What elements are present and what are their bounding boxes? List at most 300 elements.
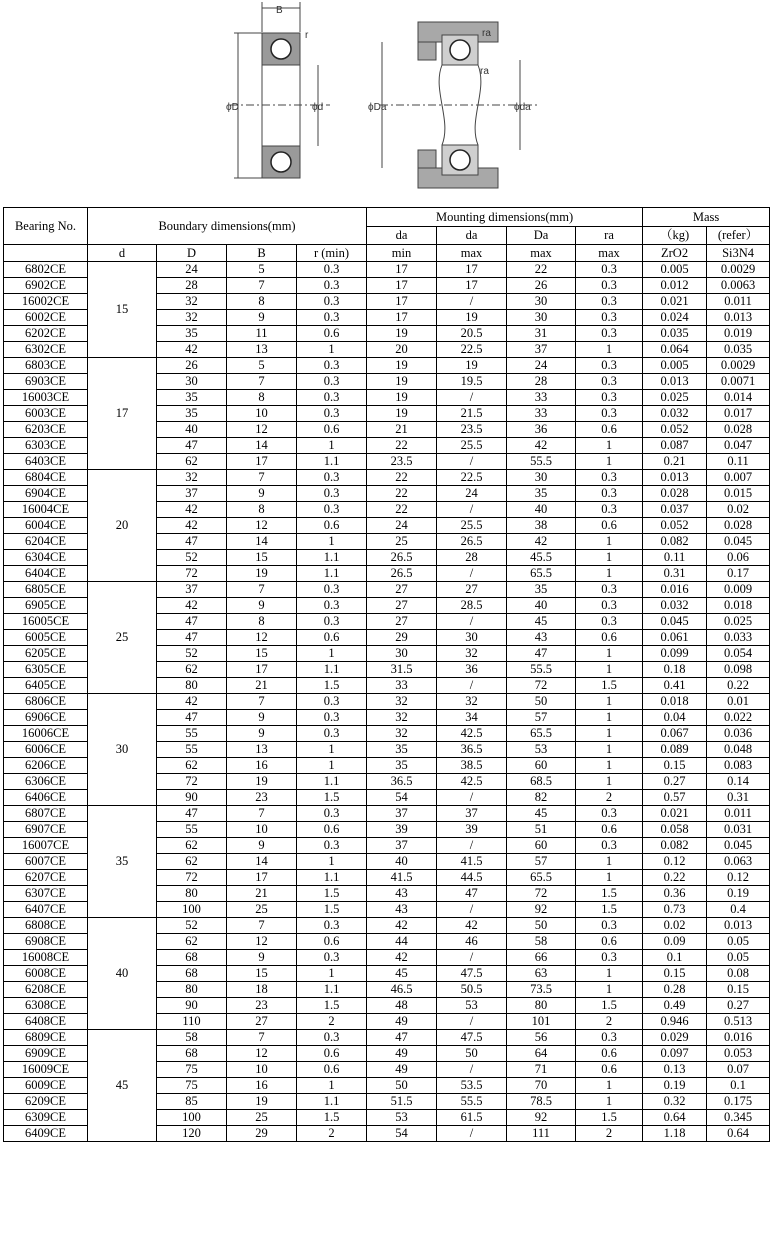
da-max-cell: 17 — [437, 262, 507, 278]
da-max-cell: 42.5 — [437, 774, 507, 790]
bearing-no-cell: 16008CE — [4, 950, 88, 966]
header-col-r: r (min) — [297, 245, 367, 262]
mass-si3n4-cell: 0.0071 — [707, 374, 770, 390]
width-B-cell: 12 — [227, 630, 297, 646]
width-B-cell: 18 — [227, 982, 297, 998]
header-col-D: D — [157, 245, 227, 262]
da-min-cell: 35 — [367, 742, 437, 758]
mass-zro2-cell: 0.28 — [643, 982, 707, 998]
bearing-no-cell: 6206CE — [4, 758, 88, 774]
outer-D-cell: 30 — [157, 374, 227, 390]
header-col-d: d — [88, 245, 157, 262]
Da-max-cell: 55.5 — [507, 662, 576, 678]
r-min-cell: 0.3 — [297, 838, 367, 854]
table-row — [4, 1030, 770, 1046]
ra-max-cell: 0.3 — [576, 486, 643, 502]
label-d: ϕd — [312, 102, 324, 113]
Da-max-cell: 66 — [507, 950, 576, 966]
r-min-cell: 1.1 — [297, 982, 367, 998]
mass-zro2-cell: 0.052 — [643, 422, 707, 438]
da-min-cell: 49 — [367, 1062, 437, 1078]
r-min-cell: 1 — [297, 646, 367, 662]
mass-si3n4-cell: 0.045 — [707, 838, 770, 854]
width-B-cell: 7 — [227, 918, 297, 934]
mass-si3n4-cell: 0.12 — [707, 870, 770, 886]
r-min-cell: 0.3 — [297, 278, 367, 294]
da-min-cell: 49 — [367, 1014, 437, 1030]
r-min-cell: 1.5 — [297, 998, 367, 1014]
Da-max-cell: 70 — [507, 1078, 576, 1094]
ra-max-cell: 0.6 — [576, 934, 643, 950]
outer-D-cell: 47 — [157, 806, 227, 822]
r-min-cell: 0.3 — [297, 1030, 367, 1046]
mass-zro2-cell: 0.089 — [643, 742, 707, 758]
mass-zro2-cell: 0.946 — [643, 1014, 707, 1030]
da-max-cell: 25.5 — [437, 438, 507, 454]
mass-zro2-cell: 0.021 — [643, 806, 707, 822]
r-min-cell: 1 — [297, 534, 367, 550]
r-min-cell: 0.3 — [297, 950, 367, 966]
mass-zro2-cell: 0.013 — [643, 470, 707, 486]
width-B-cell: 19 — [227, 1094, 297, 1110]
mass-si3n4-cell: 0.64 — [707, 1126, 770, 1142]
r-min-cell: 0.6 — [297, 326, 367, 342]
width-B-cell: 19 — [227, 774, 297, 790]
mass-si3n4-cell: 0.22 — [707, 678, 770, 694]
da-min-cell: 43 — [367, 886, 437, 902]
da-min-cell: 41.5 — [367, 870, 437, 886]
mass-zro2-cell: 0.13 — [643, 1062, 707, 1078]
width-B-cell: 12 — [227, 1046, 297, 1062]
da-max-cell: / — [437, 390, 507, 406]
outer-D-cell: 62 — [157, 934, 227, 950]
bearing-no-cell: 6204CE — [4, 534, 88, 550]
da-max-cell: 42.5 — [437, 726, 507, 742]
mass-si3n4-cell: 0.11 — [707, 454, 770, 470]
outer-D-cell: 37 — [157, 582, 227, 598]
outer-D-cell: 52 — [157, 550, 227, 566]
mass-zro2-cell: 0.49 — [643, 998, 707, 1014]
table-row — [4, 918, 770, 934]
da-min-cell: 40 — [367, 854, 437, 870]
Da-max-cell: 45 — [507, 614, 576, 630]
ra-max-cell: 0.3 — [576, 278, 643, 294]
da-max-cell: / — [437, 902, 507, 918]
width-B-cell: 25 — [227, 902, 297, 918]
Da-max-cell: 50 — [507, 694, 576, 710]
ra-max-cell: 0.6 — [576, 822, 643, 838]
bearing-no-cell: 6003CE — [4, 406, 88, 422]
bore-d-cell: 15 — [88, 262, 157, 358]
da-max-cell: / — [437, 294, 507, 310]
r-min-cell: 1.1 — [297, 774, 367, 790]
outer-D-cell: 90 — [157, 790, 227, 806]
outer-D-cell: 62 — [157, 854, 227, 870]
bore-d-cell: 45 — [88, 1030, 157, 1142]
Da-max-cell: 47 — [507, 646, 576, 662]
da-max-cell: / — [437, 1126, 507, 1142]
width-B-cell: 8 — [227, 502, 297, 518]
r-min-cell: 0.3 — [297, 374, 367, 390]
outer-D-cell: 120 — [157, 1126, 227, 1142]
outer-D-cell: 37 — [157, 486, 227, 502]
Da-max-cell: 24 — [507, 358, 576, 374]
da-max-cell: 25.5 — [437, 518, 507, 534]
mass-zro2-cell: 0.037 — [643, 502, 707, 518]
header-bearing-no: Bearing No. — [4, 208, 88, 245]
width-B-cell: 9 — [227, 486, 297, 502]
ra-max-cell: 0.3 — [576, 374, 643, 390]
width-B-cell: 9 — [227, 726, 297, 742]
outer-D-cell: 68 — [157, 950, 227, 966]
Da-max-cell: 58 — [507, 934, 576, 950]
ra-max-cell: 1 — [576, 710, 643, 726]
bore-d-cell: 25 — [88, 582, 157, 694]
ra-max-cell: 0.3 — [576, 582, 643, 598]
r-min-cell: 0.3 — [297, 710, 367, 726]
da-min-cell: 27 — [367, 582, 437, 598]
mass-zro2-cell: 0.15 — [643, 758, 707, 774]
width-B-cell: 5 — [227, 358, 297, 374]
ra-max-cell: 0.3 — [576, 502, 643, 518]
header-col-min: min — [367, 245, 437, 262]
da-min-cell: 49 — [367, 1046, 437, 1062]
width-B-cell: 23 — [227, 790, 297, 806]
da-min-cell: 26.5 — [367, 550, 437, 566]
header-col-max-2: max — [507, 245, 576, 262]
da-min-cell: 35 — [367, 758, 437, 774]
mass-zro2-cell: 0.005 — [643, 262, 707, 278]
da-max-cell: 36 — [437, 662, 507, 678]
da-max-cell: 27 — [437, 582, 507, 598]
mass-si3n4-cell: 0.05 — [707, 934, 770, 950]
bearing-no-cell: 6005CE — [4, 630, 88, 646]
bearing-no-cell: 6309CE — [4, 1110, 88, 1126]
mass-si3n4-cell: 0.036 — [707, 726, 770, 742]
outer-D-cell: 52 — [157, 918, 227, 934]
outer-D-cell: 32 — [157, 470, 227, 486]
mass-si3n4-cell: 0.028 — [707, 422, 770, 438]
r-min-cell: 0.3 — [297, 918, 367, 934]
Da-max-cell: 42 — [507, 438, 576, 454]
ra-max-cell: 1 — [576, 566, 643, 582]
Da-max-cell: 36 — [507, 422, 576, 438]
mass-si3n4-cell: 0.019 — [707, 326, 770, 342]
da-min-cell: 46.5 — [367, 982, 437, 998]
outer-D-cell: 68 — [157, 966, 227, 982]
Da-max-cell: 51 — [507, 822, 576, 838]
outer-D-cell: 55 — [157, 726, 227, 742]
r-min-cell: 0.3 — [297, 502, 367, 518]
outer-D-cell: 62 — [157, 662, 227, 678]
ra-max-cell: 0.3 — [576, 918, 643, 934]
da-max-cell: 34 — [437, 710, 507, 726]
da-max-cell: 47.5 — [437, 966, 507, 982]
width-B-cell: 12 — [227, 934, 297, 950]
width-B-cell: 9 — [227, 310, 297, 326]
mass-si3n4-cell: 0.19 — [707, 886, 770, 902]
bearing-no-cell: 16004CE — [4, 502, 88, 518]
ra-max-cell: 1 — [576, 966, 643, 982]
da-max-cell: 39 — [437, 822, 507, 838]
Da-max-cell: 60 — [507, 758, 576, 774]
outer-D-cell: 58 — [157, 1030, 227, 1046]
ra-max-cell: 0.3 — [576, 294, 643, 310]
bearing-no-cell: 6902CE — [4, 278, 88, 294]
outer-D-cell: 100 — [157, 902, 227, 918]
r-min-cell: 0.3 — [297, 406, 367, 422]
mass-si3n4-cell: 0.175 — [707, 1094, 770, 1110]
header-ra: ra — [576, 227, 643, 245]
mass-zro2-cell: 0.36 — [643, 886, 707, 902]
bearing-no-cell: 16005CE — [4, 614, 88, 630]
Da-max-cell: 30 — [507, 310, 576, 326]
ra-max-cell: 1.5 — [576, 998, 643, 1014]
outer-D-cell: 52 — [157, 646, 227, 662]
da-max-cell: 50.5 — [437, 982, 507, 998]
Da-max-cell: 57 — [507, 710, 576, 726]
bearing-no-cell: 16003CE — [4, 390, 88, 406]
outer-D-cell: 62 — [157, 838, 227, 854]
width-B-cell: 17 — [227, 870, 297, 886]
da-max-cell: 53.5 — [437, 1078, 507, 1094]
header-col-zro2: ZrO2 — [643, 245, 707, 262]
bearing-no-cell: 6907CE — [4, 822, 88, 838]
mass-zro2-cell: 0.025 — [643, 390, 707, 406]
ra-max-cell: 1 — [576, 342, 643, 358]
ra-max-cell: 0.3 — [576, 390, 643, 406]
bore-d-cell: 17 — [88, 358, 157, 470]
width-B-cell: 17 — [227, 662, 297, 678]
mass-zro2-cell: 0.087 — [643, 438, 707, 454]
width-B-cell: 7 — [227, 1030, 297, 1046]
Da-max-cell: 40 — [507, 598, 576, 614]
r-min-cell: 1.1 — [297, 870, 367, 886]
header-mass-refer: (refer） — [707, 227, 770, 245]
bearing-no-cell: 6207CE — [4, 870, 88, 886]
Da-max-cell: 57 — [507, 854, 576, 870]
ra-max-cell: 0.3 — [576, 806, 643, 822]
ra-max-cell: 2 — [576, 1126, 643, 1142]
label-r: r — [305, 30, 309, 41]
da-max-cell: 19.5 — [437, 374, 507, 390]
da-max-cell: 61.5 — [437, 1110, 507, 1126]
mass-zro2-cell: 0.22 — [643, 870, 707, 886]
r-min-cell: 0.6 — [297, 934, 367, 950]
bearing-no-cell: 6904CE — [4, 486, 88, 502]
width-B-cell: 5 — [227, 262, 297, 278]
da-max-cell: / — [437, 566, 507, 582]
mass-zro2-cell: 0.57 — [643, 790, 707, 806]
da-max-cell: 32 — [437, 694, 507, 710]
bearing-no-cell: 6408CE — [4, 1014, 88, 1030]
Da-max-cell: 33 — [507, 390, 576, 406]
da-min-cell: 33 — [367, 678, 437, 694]
ra-max-cell: 0.3 — [576, 262, 643, 278]
table-body — [4, 262, 770, 1142]
da-min-cell: 29 — [367, 630, 437, 646]
da-min-cell: 39 — [367, 822, 437, 838]
da-min-cell: 19 — [367, 374, 437, 390]
da-min-cell: 17 — [367, 278, 437, 294]
width-B-cell: 16 — [227, 758, 297, 774]
outer-D-cell: 80 — [157, 678, 227, 694]
mass-si3n4-cell: 0.06 — [707, 550, 770, 566]
da-max-cell: 30 — [437, 630, 507, 646]
r-min-cell: 0.3 — [297, 726, 367, 742]
mass-si3n4-cell: 0.017 — [707, 406, 770, 422]
mass-zro2-cell: 0.045 — [643, 614, 707, 630]
mass-si3n4-cell: 0.016 — [707, 1030, 770, 1046]
bearing-no-cell: 6303CE — [4, 438, 88, 454]
ra-max-cell: 1 — [576, 454, 643, 470]
outer-D-cell: 47 — [157, 438, 227, 454]
Da-max-cell: 72 — [507, 678, 576, 694]
da-min-cell: 42 — [367, 918, 437, 934]
r-min-cell: 0.6 — [297, 1046, 367, 1062]
header-Da: Da — [507, 227, 576, 245]
Da-max-cell: 64 — [507, 1046, 576, 1062]
da-max-cell: / — [437, 502, 507, 518]
outer-D-cell: 47 — [157, 534, 227, 550]
ra-max-cell: 1 — [576, 726, 643, 742]
da-min-cell: 53 — [367, 1110, 437, 1126]
mass-si3n4-cell: 0.345 — [707, 1110, 770, 1126]
ra-max-cell: 2 — [576, 790, 643, 806]
da-max-cell: 19 — [437, 358, 507, 374]
mass-si3n4-cell: 0.054 — [707, 646, 770, 662]
mass-zro2-cell: 0.11 — [643, 550, 707, 566]
bearing-no-cell: 6404CE — [4, 566, 88, 582]
mass-zro2-cell: 0.012 — [643, 278, 707, 294]
da-min-cell: 31.5 — [367, 662, 437, 678]
da-min-cell: 32 — [367, 710, 437, 726]
mass-zro2-cell: 0.018 — [643, 694, 707, 710]
mass-si3n4-cell: 0.063 — [707, 854, 770, 870]
da-min-cell: 17 — [367, 262, 437, 278]
da-max-cell: 26.5 — [437, 534, 507, 550]
mass-si3n4-cell: 0.047 — [707, 438, 770, 454]
Da-max-cell: 37 — [507, 342, 576, 358]
mass-si3n4-cell: 0.013 — [707, 918, 770, 934]
outer-D-cell: 42 — [157, 502, 227, 518]
r-min-cell: 2 — [297, 1014, 367, 1030]
width-B-cell: 7 — [227, 806, 297, 822]
Da-max-cell: 31 — [507, 326, 576, 342]
width-B-cell: 27 — [227, 1014, 297, 1030]
bearing-no-cell: 6008CE — [4, 966, 88, 982]
width-B-cell: 8 — [227, 390, 297, 406]
da-max-cell: 23.5 — [437, 422, 507, 438]
r-min-cell: 0.3 — [297, 694, 367, 710]
outer-D-cell: 42 — [157, 518, 227, 534]
r-min-cell: 0.3 — [297, 262, 367, 278]
da-max-cell: 42 — [437, 918, 507, 934]
bearing-spec-table — [3, 207, 770, 1142]
mass-si3n4-cell: 0.07 — [707, 1062, 770, 1078]
width-B-cell: 7 — [227, 278, 297, 294]
Da-max-cell: 50 — [507, 918, 576, 934]
da-min-cell: 32 — [367, 726, 437, 742]
mass-zro2-cell: 0.1 — [643, 950, 707, 966]
ra-max-cell: 0.3 — [576, 310, 643, 326]
mass-zro2-cell: 0.024 — [643, 310, 707, 326]
Da-max-cell: 56 — [507, 1030, 576, 1046]
da-max-cell: 28.5 — [437, 598, 507, 614]
outer-D-cell: 68 — [157, 1046, 227, 1062]
outer-D-cell: 75 — [157, 1078, 227, 1094]
header-col-si3n4: Si3N4 — [707, 245, 770, 262]
bore-d-cell: 40 — [88, 918, 157, 1030]
mass-si3n4-cell: 0.05 — [707, 950, 770, 966]
ra-max-cell: 0.3 — [576, 950, 643, 966]
da-max-cell: 32 — [437, 646, 507, 662]
header-mounting: Mounting dimensions(mm) — [367, 208, 643, 227]
r-min-cell: 0.3 — [297, 310, 367, 326]
Da-max-cell: 33 — [507, 406, 576, 422]
bearing-no-cell: 6804CE — [4, 470, 88, 486]
width-B-cell: 29 — [227, 1126, 297, 1142]
mass-si3n4-cell: 0.0063 — [707, 278, 770, 294]
mass-zro2-cell: 0.27 — [643, 774, 707, 790]
r-min-cell: 0.3 — [297, 294, 367, 310]
da-max-cell: / — [437, 678, 507, 694]
mass-si3n4-cell: 0.14 — [707, 774, 770, 790]
r-min-cell: 2 — [297, 1126, 367, 1142]
da-min-cell: 22 — [367, 470, 437, 486]
bearing-no-cell: 6407CE — [4, 902, 88, 918]
outer-D-cell: 47 — [157, 614, 227, 630]
table-row — [4, 694, 770, 710]
ra-max-cell: 1 — [576, 854, 643, 870]
mass-si3n4-cell: 0.15 — [707, 982, 770, 998]
outer-D-cell: 24 — [157, 262, 227, 278]
bearing-no-cell: 6202CE — [4, 326, 88, 342]
mass-si3n4-cell: 0.27 — [707, 998, 770, 1014]
r-min-cell: 1.1 — [297, 454, 367, 470]
outer-D-cell: 35 — [157, 406, 227, 422]
bearing-no-cell: 6909CE — [4, 1046, 88, 1062]
bearing-no-cell: 16009CE — [4, 1062, 88, 1078]
ra-max-cell: 2 — [576, 1014, 643, 1030]
ra-max-cell: 1 — [576, 646, 643, 662]
width-B-cell: 17 — [227, 454, 297, 470]
header-da-2: da — [437, 227, 507, 245]
mass-zro2-cell: 1.18 — [643, 1126, 707, 1142]
label-ra-mid: ra — [480, 66, 489, 77]
r-min-cell: 1 — [297, 966, 367, 982]
Da-max-cell: 82 — [507, 790, 576, 806]
mass-zro2-cell: 0.097 — [643, 1046, 707, 1062]
outer-D-cell: 55 — [157, 822, 227, 838]
ra-max-cell: 1.5 — [576, 1110, 643, 1126]
Da-max-cell: 26 — [507, 278, 576, 294]
bearing-no-cell: 6208CE — [4, 982, 88, 998]
da-min-cell: 19 — [367, 390, 437, 406]
mass-si3n4-cell: 0.011 — [707, 294, 770, 310]
outer-D-cell: 100 — [157, 1110, 227, 1126]
da-min-cell: 50 — [367, 1078, 437, 1094]
da-max-cell: 50 — [437, 1046, 507, 1062]
Da-max-cell: 45 — [507, 806, 576, 822]
mass-si3n4-cell: 0.018 — [707, 598, 770, 614]
outer-D-cell: 72 — [157, 774, 227, 790]
bearing-no-cell: 6806CE — [4, 694, 88, 710]
da-min-cell: 22 — [367, 438, 437, 454]
mass-zro2-cell: 0.052 — [643, 518, 707, 534]
header-blank — [4, 245, 88, 262]
mass-si3n4-cell: 0.0029 — [707, 358, 770, 374]
